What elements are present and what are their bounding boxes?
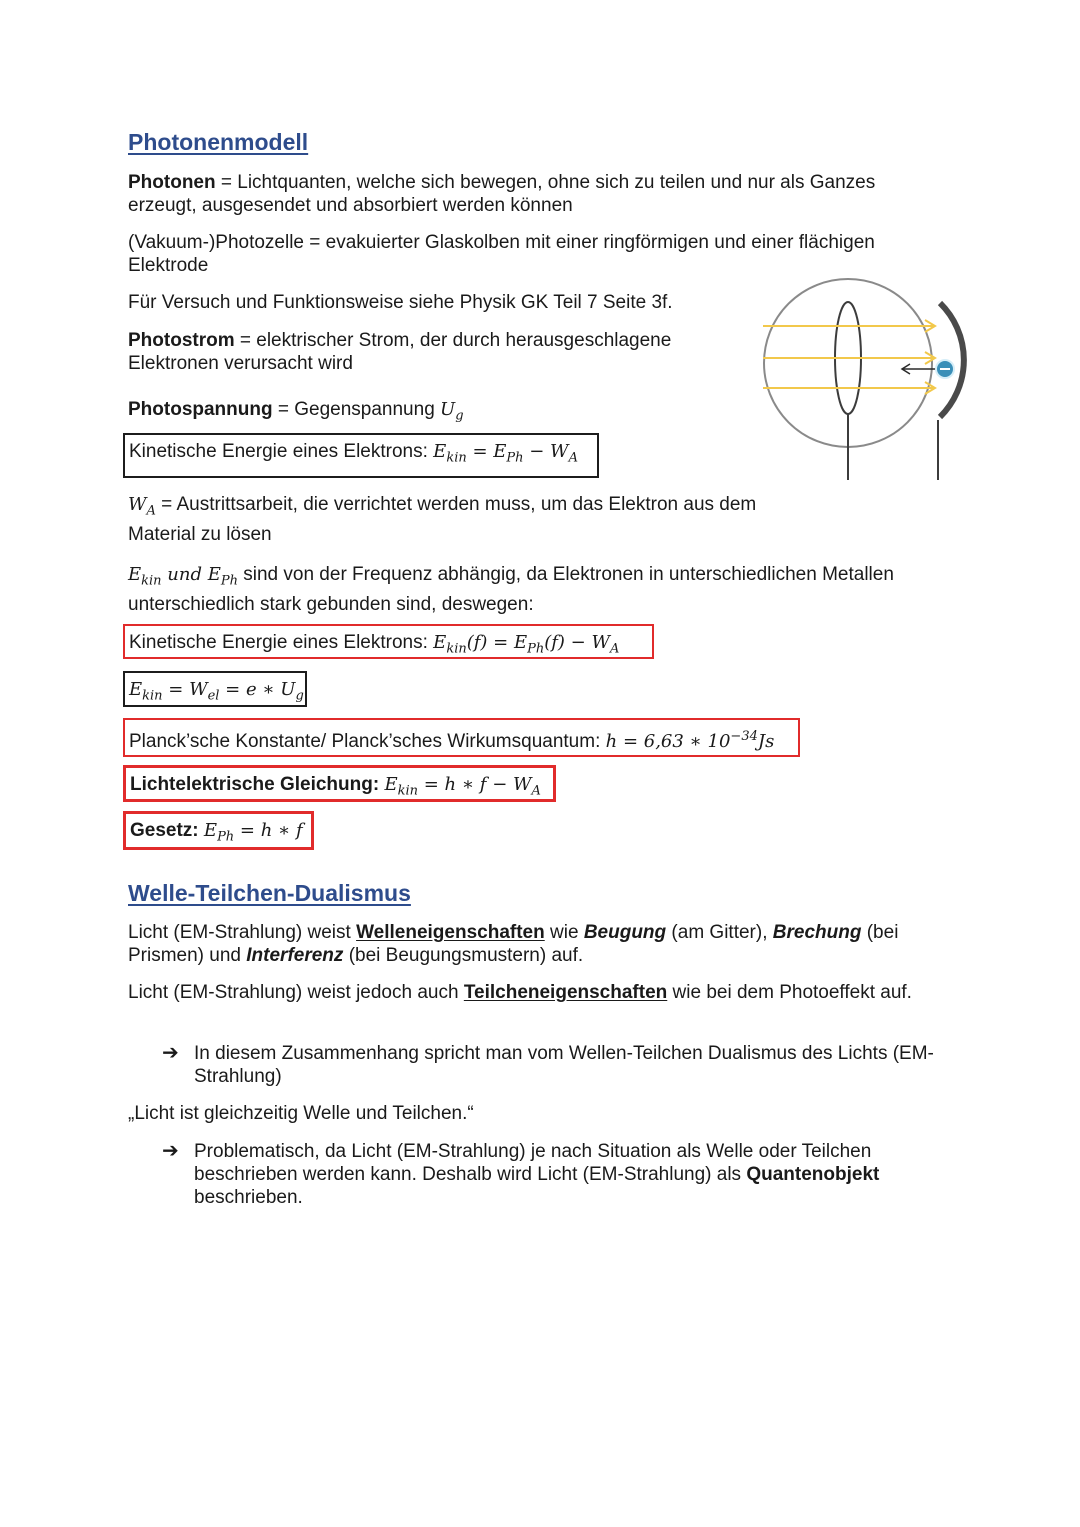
text-arrow2-c: beschrieben. [194, 1187, 303, 1208]
formula-box-wel [123, 671, 307, 707]
formula-lichtelektrisch: $E_{kin} = h$ ∗ $f - W_A$ [384, 774, 541, 799]
def-photostrom: = elektrischer Strom, der durch herausgeschlagene Elektronen verursacht wird [128, 330, 672, 374]
paragraph-photozelle: (Vakuum-)Photozelle = evakuierter Glaskolben mit einer ringförmigen und einer flächigen Elektrode [128, 232, 875, 276]
arrow-item-quantenobjekt [162, 1140, 942, 1212]
term-quantenobjekt: Quantenobjekt [746, 1164, 880, 1185]
formula-eph-inline: $E_{Ph}$ [207, 564, 238, 589]
term-photonen: Photonen [128, 172, 216, 193]
text-p1-c: (am Gitter), [666, 922, 773, 943]
formula-planck: h = 6,63 ∗ $10^{-34}Js$ [605, 729, 775, 752]
formula-box-lichtelektrisch [123, 765, 556, 802]
text-arrow1: In diesem Zusammenhang spricht man vom Wellen-Teilchen Dualismus des Lichts (EM-Strahlung) [194, 1043, 934, 1087]
paragraph-versuch: Für Versuch und Funktionsweise siehe Physik GK Teil 7 Seite 3f. [128, 292, 673, 313]
term-brechung: Brechung [772, 922, 862, 943]
term-beugung: Beugung [583, 922, 667, 943]
text-p1-e: (bei Beugungsmustern) auf. [343, 945, 584, 966]
def-photospannung: = Gegenspannung [272, 399, 441, 420]
photocell-diagram [755, 270, 970, 485]
text-p1-b: wie [544, 922, 584, 943]
text-p1-a: Licht (EM-Strahlung) weist [128, 922, 357, 943]
formula-box-ekin-f [123, 624, 654, 659]
text-p1-d: (bei Prismen) und [128, 922, 899, 966]
term-interferenz: Interferenz [246, 945, 344, 966]
paragraph-teilcheneigenschaften [128, 981, 928, 1004]
formula-ekin-f: $E_{kin}(f) = E_{Ph}(f) - W_A$ [433, 632, 620, 657]
heading-photonenmodell: Photonenmodell [128, 129, 309, 155]
text-frequenz: sind von der Frequenz abhängig, da Elektronen in unterschiedlichen Metallen unterschiedlich stark gebunden sind, deswegen: [128, 564, 894, 615]
paragraph-frequenz [128, 563, 938, 616]
label-ekin: Kinetische Energie eines Elektrons: [129, 441, 434, 462]
formula-wa: $W_A$ [128, 494, 156, 519]
quote-licht: „Licht ist gleichzeitig Welle und Teilchen.“ [128, 1103, 474, 1124]
paragraph-welleneigenschaften [128, 921, 948, 967]
def-photonen: = Lichtquanten, welche sich bewegen, ohne sich zu teilen und nur als Ganzes erzeugt, ausgesendet und absorbiert werden können [128, 172, 876, 216]
formula-ug: $U_g$ [440, 399, 464, 424]
paragraph-wa [128, 493, 808, 546]
term-teilcheneigenschaften: Teilcheneigenschaften [463, 982, 668, 1003]
term-welleneigenschaften: Welleneigenschaften [356, 922, 545, 943]
text-arrow2-a: Problematisch, da Licht (EM-Strahlung) je nach Situation als Welle oder Teilchen beschrieben werden kann. Deshalb wird Licht (EM-Strahlung) als [194, 1141, 872, 1185]
formula-ekin-inline: $E_{kin}$ [128, 564, 162, 589]
term-photostrom: Photostrom [128, 330, 235, 351]
formula-box-ekin [123, 433, 599, 478]
arrow-right-icon: ➔ [162, 1140, 179, 1162]
formula-gesetz: $E_{Ph} = h$ ∗ f [203, 820, 303, 845]
light-rays [763, 320, 935, 394]
formula-ekin: $E_{kin} = E_{Ph} - W_A$ [433, 441, 578, 466]
def-wa: = Austrittsarbeit, die verrichtet werden muss, um das Elektron aus dem Material zu lösen [128, 494, 757, 545]
paragraph-photostrom [128, 329, 728, 375]
text-p2-a: Licht (EM-Strahlung) weist jedoch auch [128, 982, 464, 1003]
term-photospannung: Photospannung [128, 399, 273, 420]
heading-dualismus: Welle-Teilchen-Dualismus [128, 880, 411, 906]
label-ekin-f: Kinetische Energie eines Elektrons: [129, 632, 434, 653]
word-und: und [161, 564, 208, 585]
formula-box-gesetz [123, 811, 314, 850]
paragraph-photonen [128, 171, 928, 217]
label-planck: Planck’sche Konstante/ Planck’sches Wirkumsquantum: [129, 731, 606, 752]
label-lichtelektrisch: Lichtelektrische Gleichung: [130, 774, 385, 795]
arrow-right-icon: ➔ [162, 1042, 179, 1064]
arrow-item-dualismus [162, 1042, 942, 1092]
formula-wel: $E_{kin} = W_{el} = e$ ∗ $U_g$ [129, 679, 304, 704]
paragraph-photospannung [128, 398, 728, 428]
text-p2-b: wie bei dem Photoeffekt auf. [667, 982, 912, 1003]
text-arrow2 [194, 1140, 944, 1209]
label-gesetz: Gesetz: [130, 820, 204, 841]
formula-box-planck [123, 718, 800, 757]
